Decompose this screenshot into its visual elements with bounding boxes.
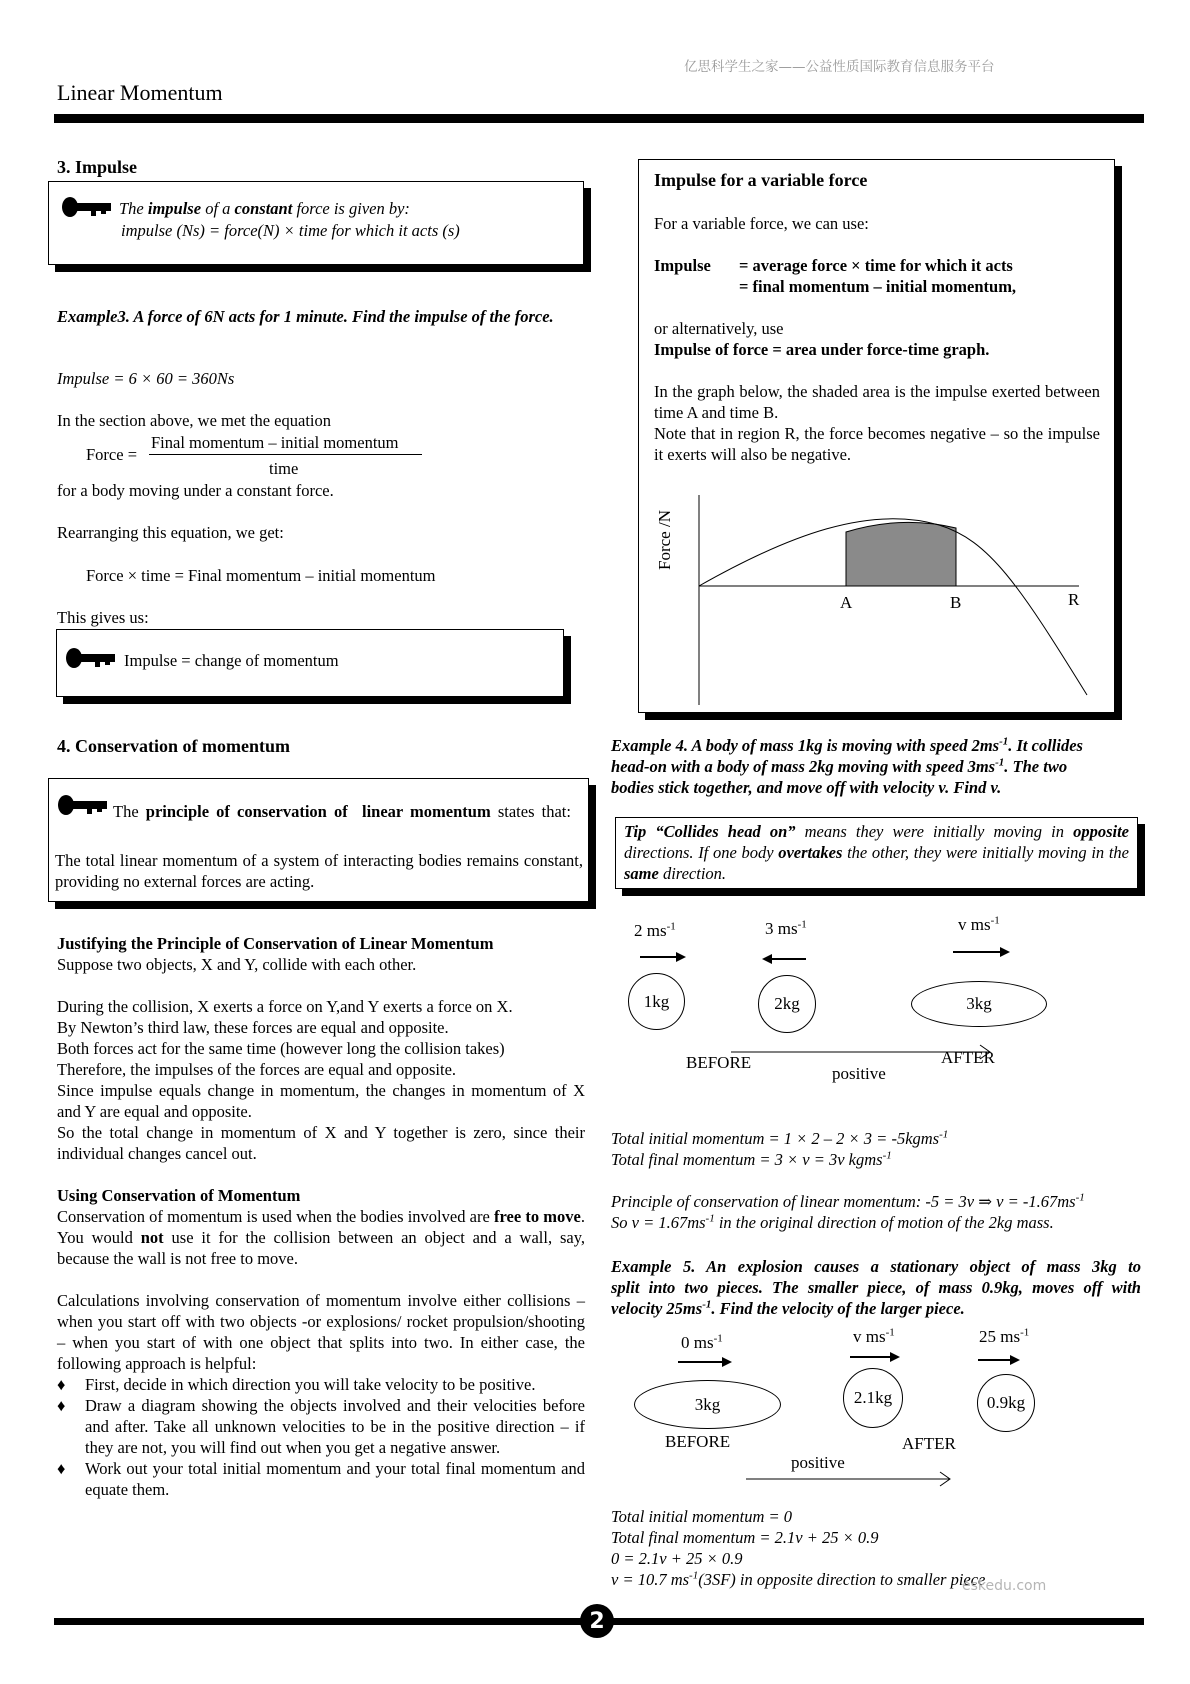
impulse-eq2: = final momentum – initial momentum, — [739, 277, 1017, 296]
velocity-label-v: v $ms^{-1}$ — [853, 1326, 895, 1346]
graph-label-r: R — [1068, 590, 1080, 609]
key-icon — [57, 793, 109, 817]
justify-line-6: Since impulse equals change in momentum, the changes in momentum of X and Y are equal and opposite. — [57, 1081, 585, 1121]
after-label: AFTER — [941, 1048, 995, 1067]
tip-text: Tip “Collides head on” means they were initially moving in opposite directions. If one body overtakes the other, they were initially moving in the same direction. — [624, 822, 1129, 883]
constant-force-text: for a body moving under a constant force. — [57, 481, 334, 500]
right-arrow-icon — [678, 1357, 732, 1367]
diamond-bullet-icon: ♦ — [57, 1396, 66, 1415]
impulse-heading: 3. Impulse — [57, 157, 138, 177]
right-arrow-icon — [953, 947, 1010, 957]
fraction-denominator: time — [269, 459, 299, 478]
graph-label-b: B — [950, 593, 962, 612]
example4-working: Total initial momentum = 1 × 2 – 2 × 3 = -5kgms$^{-1}$ Total final momentum = 3 × v = 3v kgms$^{-1}$ Principle of conservation of linear momentum: -5 = 3v ⇒ $v = -1.67ms^{-1}$ So $v = 1.67ms^{-1}$ in the original direction of motion of the 2kg mass. — [611, 1128, 1085, 1232]
negative-note: Note that in region R, the force becomes negative – so the impulse it exerts will also be negative. — [654, 424, 1100, 464]
tip-box — [615, 817, 1138, 889]
velocity-label-0: 0 $ms^{-1}$ — [681, 1332, 723, 1352]
justify-line-7: So the total change in momentum of X and Y together is zero, since their individual changes cancel out. — [57, 1123, 585, 1163]
force-time-equation: Force × time = Final momentum – initial momentum — [86, 566, 436, 585]
mass-0-9kg: 0.9kg — [977, 1374, 1035, 1432]
mass-2-1kg: 2.1kg — [843, 1368, 903, 1428]
list-item: ♦ Work out your total initial momentum and your total final momentum and equate them. — [57, 1459, 585, 1499]
alternatively-text: or alternatively, use — [654, 319, 784, 338]
example5-question: Example 5. An explosion causes a stationary object of mass 3kg to split into two pieces. The smaller piece, of mass 0.9kg, moves off with velocity $25ms^{-1}$. Find the velocity of the larger piece. — [611, 1257, 1141, 1318]
conservation-principle-intro: The principle of conservation of linear momentum states that: — [113, 802, 571, 821]
using-paragraph: Conservation of momentum is used when the bodies involved are free to move. You would not use it for the collision between an object and a wall, say, because the wall is not free to move. — [57, 1207, 586, 1268]
impulse-shaded-area — [846, 522, 956, 586]
mass-3kg-before: 3kg — [634, 1380, 781, 1429]
fraction-numerator: Final momentum – initial momentum — [151, 433, 399, 452]
key-icon — [65, 646, 117, 670]
force-label: Force = — [86, 445, 137, 464]
velocity-label-2: 2 $ms^{-1}$ — [634, 920, 676, 940]
using-heading: Using Conservation of Momentum — [57, 1186, 301, 1205]
area-rule: Impulse of force = area under force-time graph. — [654, 340, 990, 359]
justify-line-3: By Newton’s third law, these forces are equal and opposite. — [57, 1018, 449, 1037]
variable-force-intro: For a variable force, we can use: — [654, 214, 869, 233]
variable-force-heading: Impulse for a variable force — [654, 170, 868, 190]
positive-label: positive — [791, 1453, 845, 1472]
justify-line-1: Suppose two objects, X and Y, collide with each other. — [57, 955, 417, 974]
mass-2kg: 2kg — [758, 975, 816, 1033]
met-equation-text: In the section above, we met the equation — [57, 411, 331, 430]
right-arrow-icon — [640, 952, 686, 962]
before-label: BEFORE — [686, 1053, 752, 1072]
graph-y-label: Force /N — [654, 510, 674, 570]
impulse-change-text: Impulse = change of momentum — [124, 651, 339, 670]
diamond-bullet-icon: ♦ — [57, 1375, 66, 1394]
justify-line-5: Therefore, the impulses of the forces are equal and opposite. — [57, 1060, 457, 1079]
mass-3kg-after: 3kg — [911, 981, 1047, 1027]
footer-site-watermark: eskedu.com — [962, 1578, 1047, 1594]
left-arrow-icon — [762, 954, 806, 964]
conservation-principle-box — [48, 778, 589, 902]
impulse-change-box — [56, 629, 564, 697]
conservation-heading: 4. Conservation of momentum — [57, 736, 290, 756]
key-icon — [61, 195, 113, 219]
right-arrow-icon — [850, 1352, 900, 1362]
approach-list — [57, 1374, 585, 1500]
impulse-definition-line1: The impulse of a constant force is given by: — [119, 199, 410, 218]
impulse-definition-line2: impulse (Ns) = force(N) × time for which it acts (s) — [121, 221, 460, 240]
diamond-bullet-icon: ♦ — [57, 1459, 66, 1478]
header-rule — [54, 114, 1144, 123]
positive-direction-arrow — [746, 1472, 950, 1486]
impulse-word: Impulse — [654, 256, 711, 275]
graph-label-a: A — [840, 593, 853, 612]
gives-us-text: This gives us: — [57, 608, 149, 627]
justify-line-2: During the collision, X exerts a force on Y,and Y exerts a force on X. — [57, 997, 513, 1016]
variable-force-box — [638, 159, 1115, 713]
justify-heading: Justifying the Principle of Conservation of Linear Momentum — [57, 934, 494, 953]
example4-question: Example 4. A body of mass 1kg is moving with speed $2ms^{-1}$. It collides head-on with a body of mass 2kg moving with speed $3ms^{-1}$. The two bodies stick together, and move off with velocity v. Find v. — [611, 735, 1083, 797]
example3-question: Example3. A force of 6N acts for 1 minute. Find the impulse of the force. — [57, 307, 554, 326]
header-watermark: 亿思科学生之家——公益性质国际教育信息服务平台 — [684, 59, 995, 75]
impulse-eq1: = average force × time for which it acts — [739, 256, 1013, 275]
force-time-graph — [639, 485, 1114, 710]
page-title: Linear Momentum — [57, 80, 223, 105]
rearranging-text: Rearranging this equation, we get: — [57, 523, 284, 542]
before-label: BEFORE — [665, 1432, 731, 1451]
conservation-principle-body: The total linear momentum of a system of interacting bodies remains constant, providing no external forces are acting. — [55, 851, 583, 891]
fraction-bar — [149, 454, 422, 455]
calculations-paragraph: Calculations involving conservation of momentum involve either collisions – when you start off with two objects -or explosions/ rocket propulsion/shooting – when you start of with one object that splits into two. In either case, the following approach is helpful: — [57, 1291, 585, 1373]
velocity-label-v: v $ms^{-1}$ — [958, 914, 1000, 934]
list-item: ♦ First, decide in which direction you will take velocity to be positive. — [57, 1375, 536, 1394]
example5-working: Total initial momentum = 0 Total final momentum = 2.1v + 25 × 0.9 0 = 2.1v + 25 × 0.9 v = 10.7 $ms^{-1}(3SF)$ in opposite direction to smaller piece — [611, 1507, 986, 1589]
velocity-label-25: 25 $ms^{-1}$ — [979, 1326, 1030, 1346]
velocity-label-3: 3 $ms^{-1}$ — [765, 918, 807, 938]
after-label: AFTER — [902, 1434, 956, 1453]
list-item: ♦ Draw a diagram showing the objects involved and their velocities before and after. Take all unknown velocities to be in the positive direction – if they are not, you will find out when you get a negative answer. — [57, 1396, 585, 1457]
page-number-badge — [580, 1604, 614, 1638]
graph-description: In the graph below, the shaded area is the impulse exerted between time A and time B. — [654, 382, 1100, 422]
justify-line-4: Both forces act for the same time (however long the collision takes) — [57, 1039, 505, 1058]
mass-1kg: 1kg — [628, 973, 685, 1030]
positive-label: positive — [832, 1064, 886, 1083]
right-arrow-icon — [978, 1355, 1020, 1365]
impulse-definition-box — [48, 181, 584, 265]
page-number: 2 — [589, 1608, 605, 1634]
example3-answer: Impulse = 6 × 60 = 360Ns — [57, 369, 235, 388]
